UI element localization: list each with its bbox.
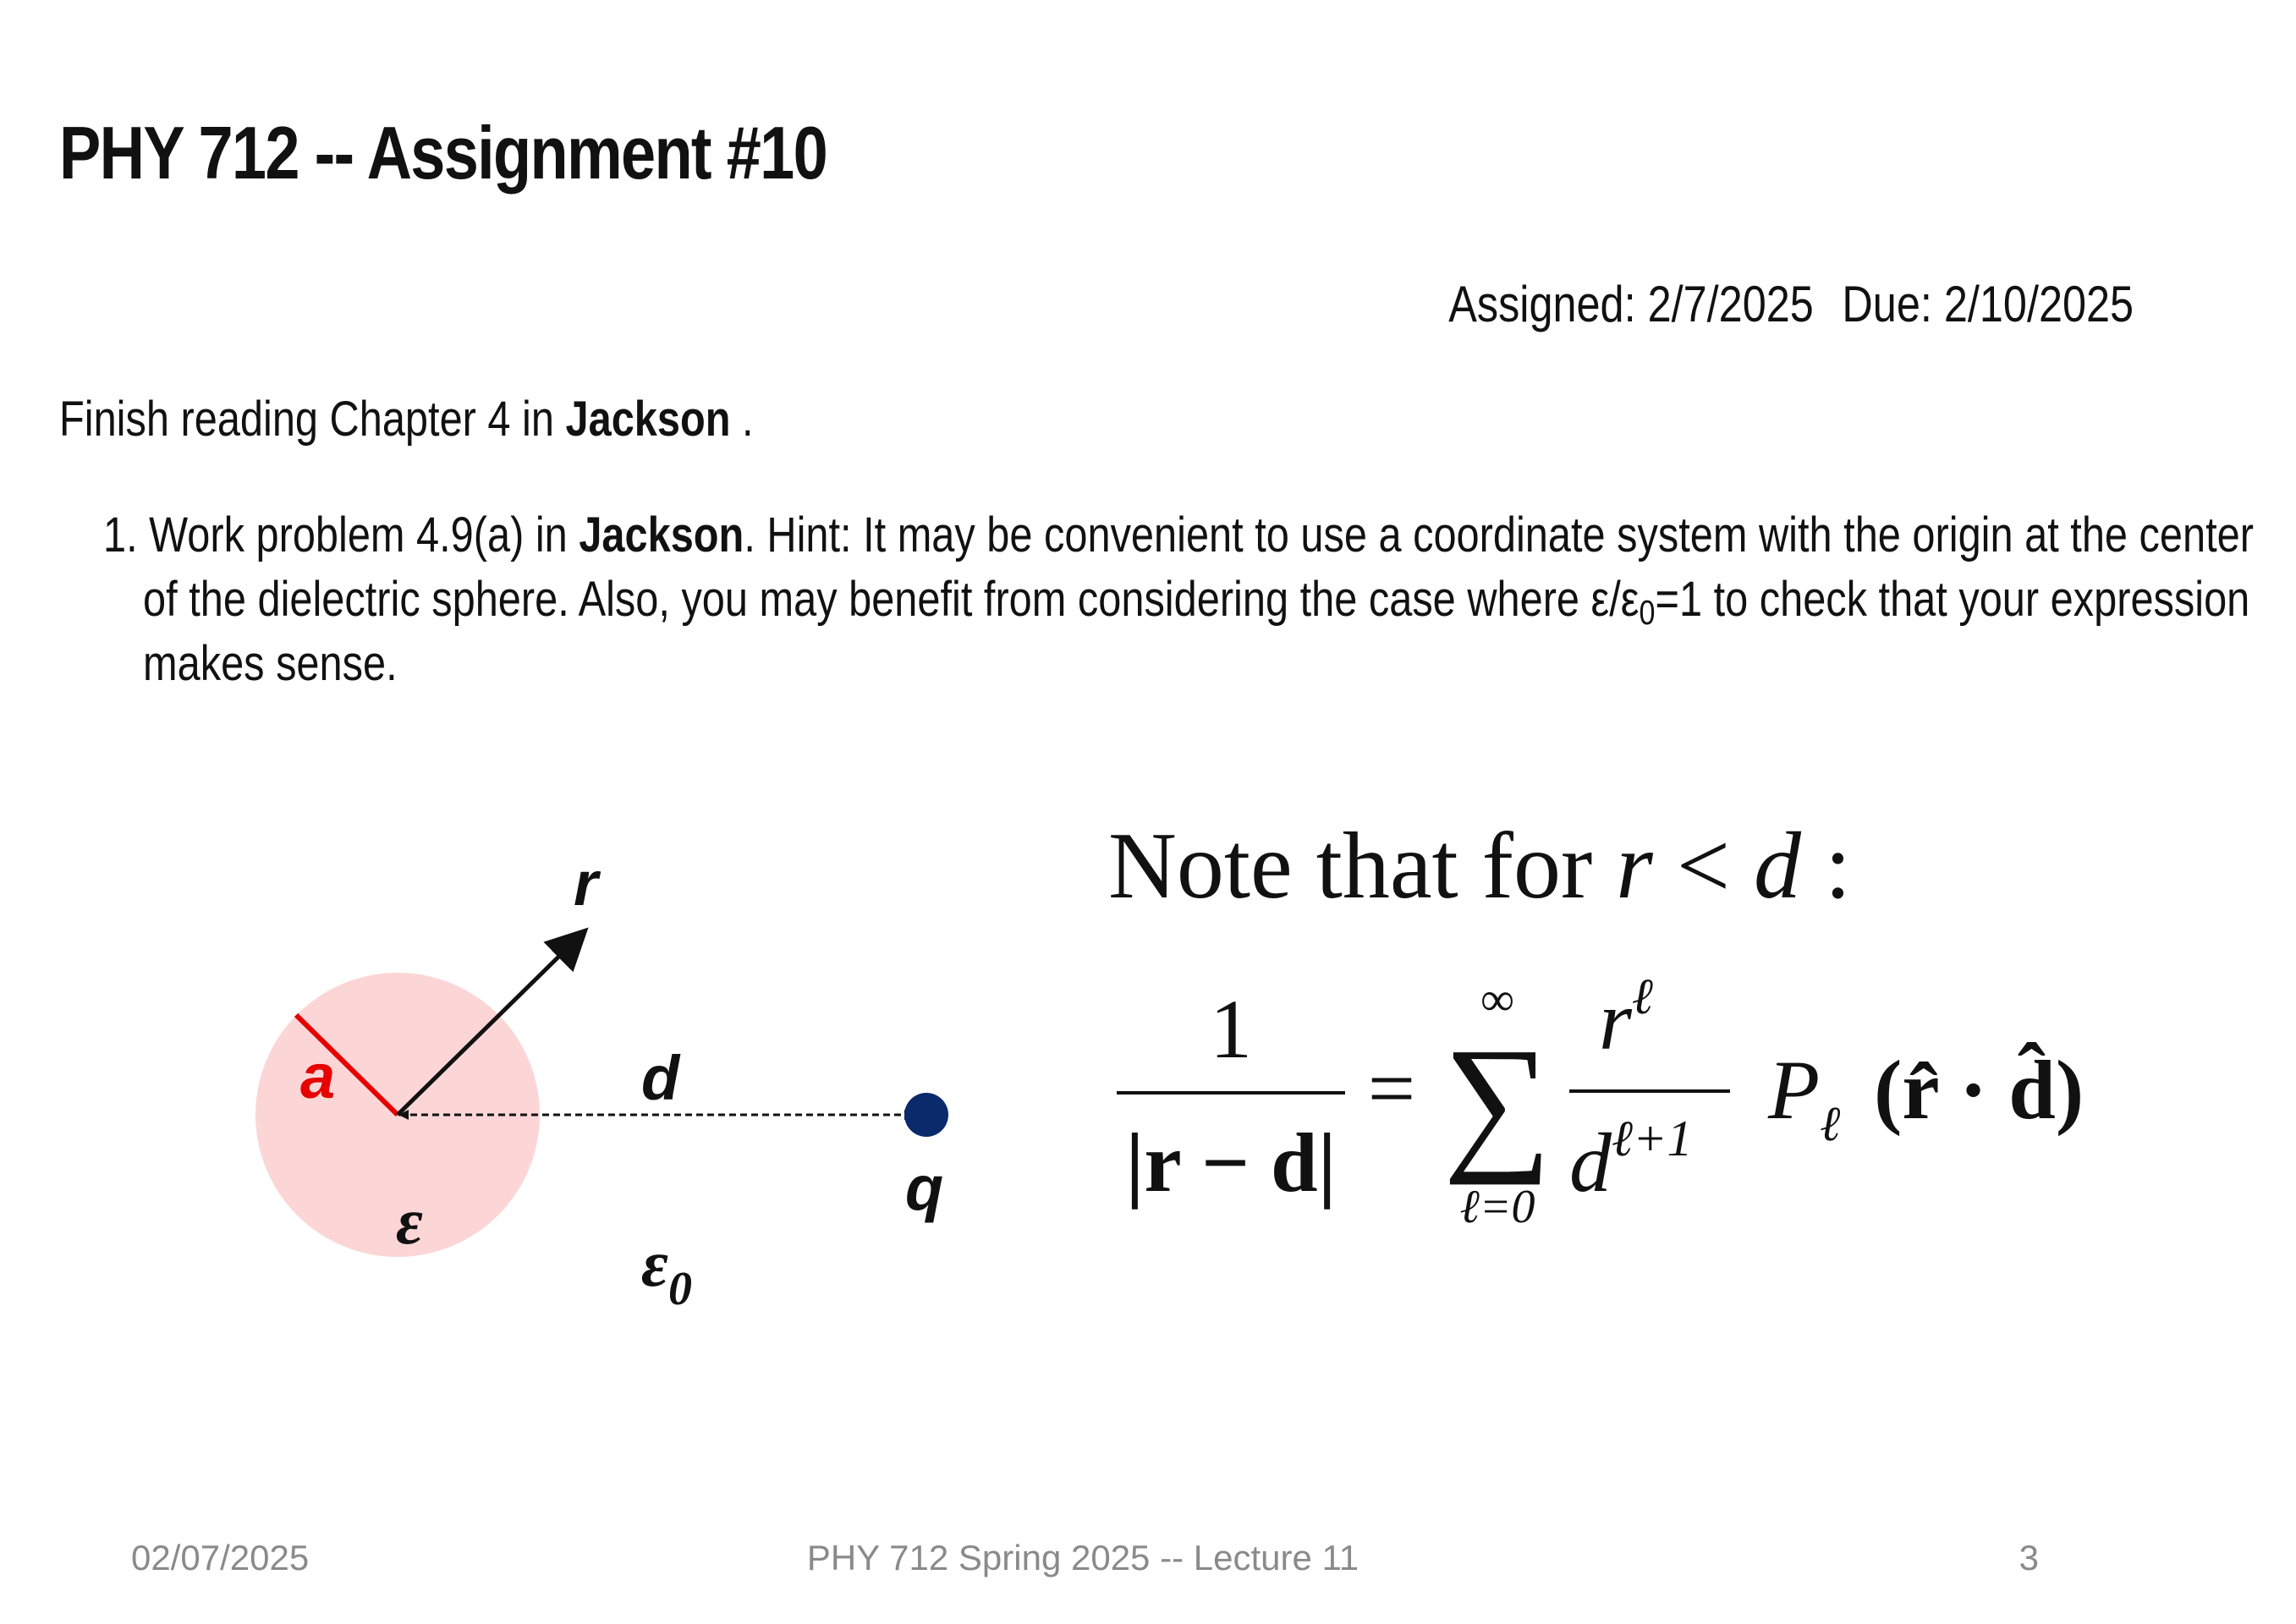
term-numerator-exponent: ℓ [1631,968,1653,1024]
assignment-dates [1448,275,2134,333]
label-q: q [905,1153,944,1223]
problem-text-3: =1 to check that your expression makes sense. [143,572,2250,691]
problem-1 [103,503,2296,696]
formula-denominator: |r − d| [1125,1116,1337,1210]
due-date: Due: 2/10/2025 [1842,276,2134,332]
label-d: d [641,1043,680,1113]
legendre-subscript: ℓ [1820,1096,1841,1151]
reading-suffix: . [730,392,754,447]
page-title: PHY 712 -- Assignment #10 [59,111,827,195]
reading-prefix: Finish reading Chapter 4 in [59,392,566,447]
term-numerator [1599,968,1653,1067]
problem-text-1: Work problem 4.9(a) in [149,508,579,562]
label-a: a [300,1041,336,1111]
note-lt: < [1652,814,1755,919]
point-charge [904,1093,948,1137]
sum-upper-limit: ∞ [1480,974,1514,1026]
label-epsilon0 [641,1226,692,1315]
term-denominator-base: d [1569,1116,1612,1210]
term-denominator-exponent: ℓ+1 [1612,1111,1693,1166]
legendre-argument: (r̂ · d̂) [1874,1043,2085,1137]
footer-date: 02/07/2025 [131,1538,310,1577]
multipole-expansion-formula [1100,964,2115,1252]
label-epsilon: ε [396,1184,423,1258]
reading-book: Jackson [565,392,731,447]
footer-course: PHY 712 Spring 2025 -- Lecture 11 [806,1538,1359,1577]
assigned-date: Assigned: 2/7/2025 [1448,276,1814,332]
problem-book: Jackson [579,508,744,562]
sum-lower-limit: ℓ=0 [1459,1181,1535,1233]
dielectric-sphere-diagram [237,846,1015,1320]
term-denominator [1569,1111,1692,1210]
problem-number: 1. [103,508,138,562]
note-text [1108,812,1851,921]
epsilon0-subscript: 0 [668,1263,692,1315]
formula-numerator: 1 [1210,982,1252,1076]
legendre-polynomial [1767,1043,1840,1151]
formula-equals: = [1367,1041,1416,1135]
problem-text-2: . Hint: It may be convenient to use a coordinate system with the origin at the center of the dielectric sphere. Also, you may benefit from considering the case where ε/ε [143,508,2254,627]
note-prefix: Note that for [1108,814,1617,919]
note-colon: : [1801,814,1852,919]
note-var-d: d [1754,814,1802,919]
note-var-r: r [1616,814,1653,919]
sum-symbol: ∑ [1442,1017,1552,1185]
epsilon0-symbol: ε [641,1226,668,1300]
footer-page-number: 3 [2019,1538,2039,1577]
term-numerator-base: r [1599,974,1632,1067]
epsilon-subscript: 0 [1639,593,1656,633]
label-r: r [574,848,598,919]
legendre-P: P [1768,1043,1821,1137]
reading-instruction [59,391,754,447]
